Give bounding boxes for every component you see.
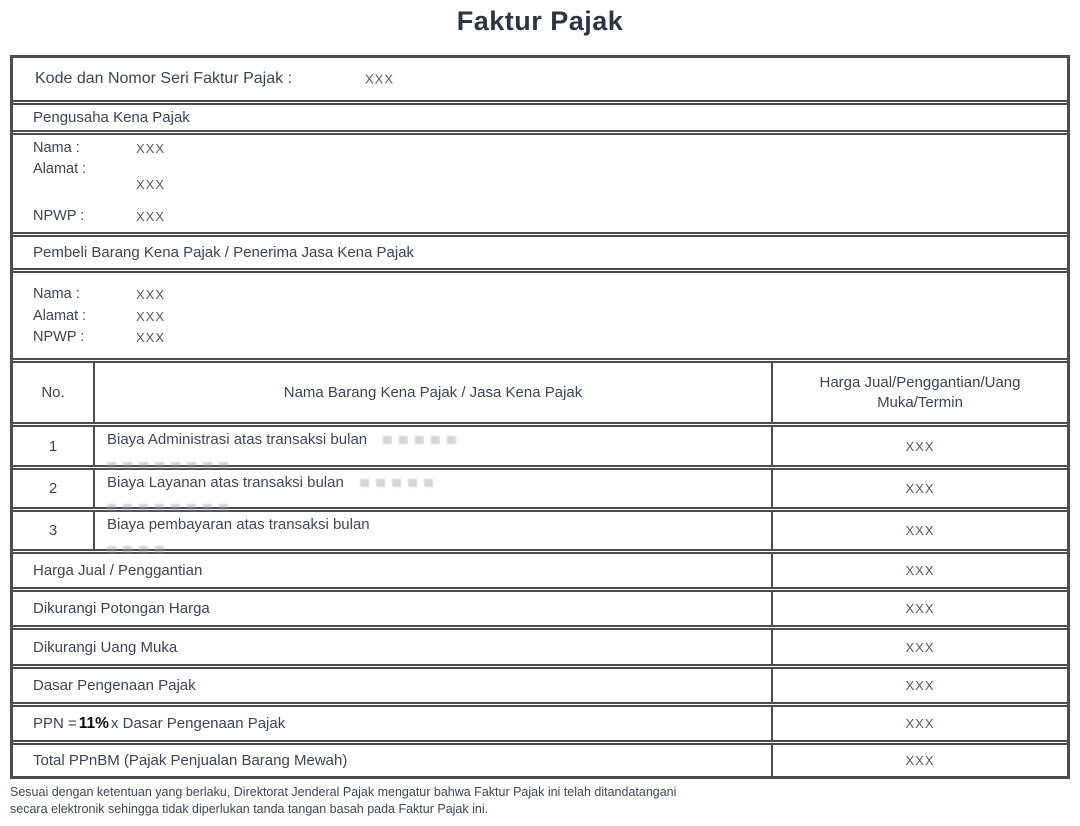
page-title: Faktur Pajak (456, 6, 624, 36)
item-1-description: Biaya Administrasi atas transaksi bulan (95, 427, 771, 448)
ppn-rate-value: 11% (78, 714, 109, 732)
seller-details-block (13, 130, 1067, 232)
item-3-description: Biaya pembayaran atas transaksi bulan (107, 516, 370, 533)
ppnbm-label: Total PPnBM (Pajak Penjualan Barang Mewah) (13, 745, 773, 776)
seller-section-title: Pengusaha Kena Pajak (33, 109, 190, 126)
item-1-price: XXX (905, 438, 935, 454)
items-header-row (13, 358, 1067, 422)
seller-npwp-label: NPWP : (33, 208, 85, 224)
summary-label: Dikurangi Uang Muka (13, 630, 773, 664)
seller-nama-label: Nama : (33, 140, 80, 156)
ppn-label (13, 707, 773, 740)
seller-nama-value: XXX (136, 141, 166, 156)
buyer-npwp-value: XXX (136, 330, 166, 345)
invoice-code-row (13, 58, 1067, 100)
summary-label: Dikurangi Potongan Harga (13, 592, 773, 625)
redacted-smudge (107, 546, 165, 553)
item-3-number: 3 (13, 512, 95, 549)
buyer-alamat-label: Alamat : (33, 308, 87, 324)
item-1-number: 1 (13, 427, 95, 465)
item-2-number: 2 (13, 470, 95, 507)
ppn-label-prefix: PPN = (33, 715, 77, 732)
summary-value: XXX (905, 678, 935, 693)
summary-row-harga-jual (13, 549, 1067, 587)
buyer-section-title: Pembeli Barang Kena Pajak / Penerima Jasa Kena Pajak (33, 244, 415, 261)
redacted-smudge (360, 479, 438, 487)
item-2-description: Biaya Layanan atas transaksi bulan (95, 470, 771, 491)
table-row-item-3 (13, 507, 1067, 549)
item-2-price: XXX (905, 481, 935, 496)
summary-label: Dasar Pengenaan Pajak (13, 669, 773, 702)
invoice-code-value: XXX (365, 71, 395, 87)
buyer-nama-value: XXX (136, 287, 166, 302)
item-3-price: XXX (905, 523, 935, 538)
summary-row-dpp (13, 664, 1067, 702)
summary-row-ppn (13, 702, 1067, 740)
buyer-nama-label: Nama : (33, 286, 80, 302)
redacted-smudge (107, 504, 229, 511)
column-header-no: No. (13, 363, 95, 422)
summary-row-potongan-harga (13, 587, 1067, 625)
invoice-code-label: Kode dan Nomor Seri Faktur Pajak : (35, 70, 293, 87)
buyer-details-block (13, 268, 1067, 358)
disclaimer-line-2: secara elektronik sehingga tidak diperlukan tanda tangan basah pada Faktur Pajak ini. (10, 802, 489, 816)
ppn-label-suffix: x Dasar Pengenaan Pajak (110, 715, 286, 732)
column-header-name: Nama Barang Kena Pajak / Jasa Kena Pajak (95, 363, 773, 422)
electronic-signature-disclaimer (10, 784, 1010, 818)
summary-value: XXX (905, 563, 935, 578)
invoice-table (10, 55, 1070, 779)
table-row-item-1 (13, 422, 1067, 465)
summary-row-uang-muka (13, 625, 1067, 664)
column-header-price: Harga Jual/Penggantian/Uang Muka/Termin (819, 373, 1021, 411)
ppnbm-amount: XXX (905, 753, 935, 768)
seller-alamat-value: XXX (136, 177, 166, 192)
buyer-alamat-value: XXX (136, 309, 166, 324)
seller-alamat-label: Alamat : (33, 161, 87, 177)
buyer-section-header (13, 232, 1067, 268)
seller-npwp-value: XXX (136, 209, 166, 224)
buyer-npwp-label: NPWP : (33, 329, 85, 345)
summary-row-ppnbm (13, 740, 1067, 776)
summary-label: Harga Jual / Penggantian (13, 554, 773, 587)
ppn-amount: XXX (905, 716, 935, 731)
summary-value: XXX (905, 639, 935, 655)
summary-value: XXX (905, 601, 935, 616)
seller-section-header (13, 100, 1067, 130)
redacted-smudge (383, 436, 461, 444)
redacted-smudge (107, 462, 229, 469)
table-row-item-2 (13, 465, 1067, 507)
disclaimer-line-1: Sesuai dengan ketentuan yang berlaku, Direktorat Jenderal Pajak mengatur bahwa Faktur Pajak ini telah ditandatangani (10, 785, 677, 799)
